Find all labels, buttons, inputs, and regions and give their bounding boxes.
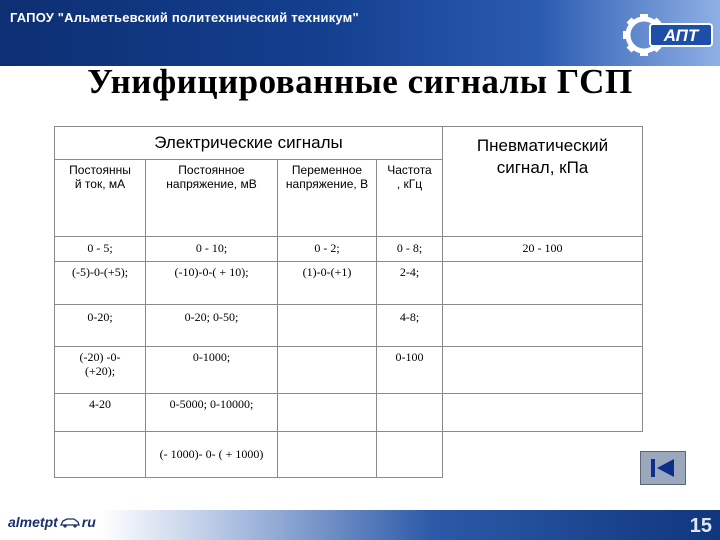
column-header: Постоянны й ток, мА: [55, 160, 146, 237]
org-title: ГАПОУ "Альметьевский политехнический техникум": [10, 10, 359, 25]
table-cell: 0 - 2;: [278, 237, 377, 262]
signals-table-wrap: [54, 126, 643, 478]
table-row: [55, 394, 643, 432]
table-cell: 20 - 100: [443, 237, 643, 262]
table-cell: 0 - 5;: [55, 237, 146, 262]
table-row: [55, 237, 643, 262]
table-cell: 0-100: [377, 347, 443, 394]
table-cell: 4-20: [55, 394, 146, 432]
car-icon: [59, 516, 81, 528]
group-header-pneumatic: Пневматический сигнал, кПа: [443, 127, 643, 237]
column-header: Постоянное напряжение, мВ: [146, 160, 278, 237]
table-cell: 0 - 8;: [377, 237, 443, 262]
column-header: Переменное напряжение, В: [278, 160, 377, 237]
table-cell: (1)-0-(+1): [278, 262, 377, 305]
site-link[interactable]: [8, 514, 96, 530]
table-cell: (-5)-0-(+5);: [55, 262, 146, 305]
column-header: Частота , кГц: [377, 160, 443, 237]
table-cell: (- 1000)- 0- ( + 1000): [146, 432, 278, 478]
table-cell: [443, 432, 643, 478]
table-cell: 4-8;: [377, 305, 443, 347]
table-cell: [278, 347, 377, 394]
gear-logo-icon: [620, 12, 716, 58]
table-cell: [278, 432, 377, 478]
table-cell: 0 - 10;: [146, 237, 278, 262]
footer-bar: [0, 510, 720, 540]
table-row: [55, 262, 643, 305]
table-cell: [377, 432, 443, 478]
table-cell: (-10)-0-( + 10);: [146, 262, 278, 305]
table-row: [55, 347, 643, 394]
table-cell: [278, 305, 377, 347]
table-cell: (-20) -0- (+20);: [55, 347, 146, 394]
signals-table: [54, 126, 643, 478]
table-cell: [443, 305, 643, 347]
table-cell: [55, 432, 146, 478]
first-slide-button[interactable]: [640, 451, 686, 485]
table-cell: 2-4;: [377, 262, 443, 305]
table-cell: [443, 394, 643, 432]
table-cell: [278, 394, 377, 432]
header-banner: [0, 0, 720, 66]
page-title: Унифицированные сигналы ГСП: [87, 62, 633, 101]
table-cell: 0-20; 0-50;: [146, 305, 278, 347]
table-cell: 0-20;: [55, 305, 146, 347]
page-number: 15: [689, 515, 712, 537]
table-cell: 0-1000;: [146, 347, 278, 394]
table-cell: [443, 347, 643, 394]
table-cell: 0-5000; 0-10000;: [146, 394, 278, 432]
table-row: [55, 432, 643, 478]
table-cell: [443, 262, 643, 305]
site-prefix: almetpt: [8, 514, 58, 530]
skip-back-icon: [648, 457, 678, 479]
group-header-electric: Электрические сигналы: [55, 127, 443, 160]
site-suffix: ru: [81, 514, 96, 530]
table-row: [55, 305, 643, 347]
logo-text: АПТ: [663, 26, 699, 45]
table-cell: [377, 394, 443, 432]
